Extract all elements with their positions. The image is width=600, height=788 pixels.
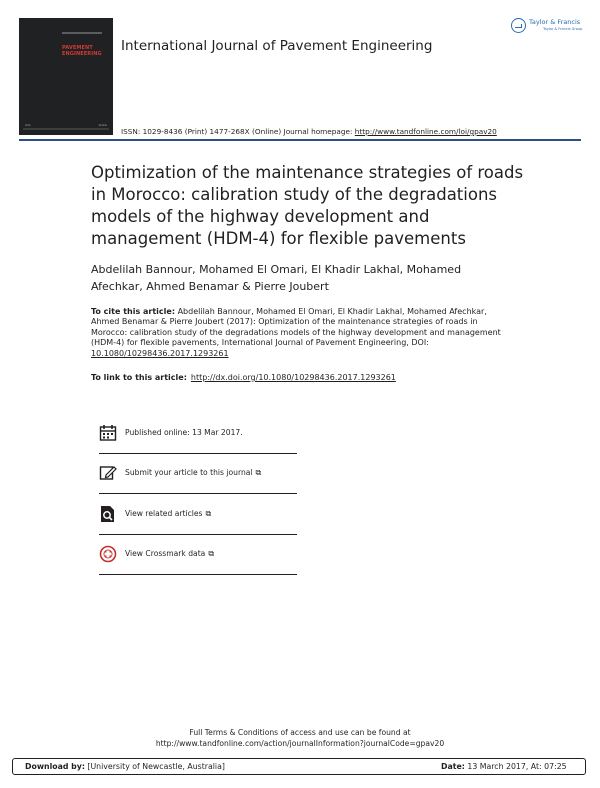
submit-article-row[interactable]: [99, 464, 297, 504]
published-online-label: Published online: 13 Mar 2017.: [125, 428, 243, 437]
row-divider: [99, 534, 297, 535]
related-articles-label: View related articles: [125, 509, 203, 518]
cover-footer-mark: ▬▬: [25, 123, 31, 127]
issn-line: [121, 127, 497, 136]
calendar-icon: [99, 424, 117, 442]
crossmark-row[interactable]: [99, 545, 297, 585]
terms-line1: Full Terms & Conditions of access and use can be found at: [189, 728, 411, 737]
external-link-icon: ⧉: [255, 468, 262, 477]
citation-block: [91, 307, 515, 359]
related-articles-row[interactable]: [99, 505, 297, 545]
edit-icon: [99, 464, 117, 482]
article-link-row: [91, 373, 396, 382]
cover-rule: [62, 32, 102, 34]
publisher-logo[interactable]: [511, 17, 583, 39]
download-info-bar: [12, 758, 586, 775]
issn-text: ISSN: 1029-8436 (Print) 1477-268X (Online) Journal homepage:: [121, 127, 355, 136]
related-articles-icon: [99, 505, 117, 523]
link-label: To link to this article:: [91, 373, 187, 382]
publisher-logo-icon: [511, 18, 526, 33]
journal-cover-image: [19, 18, 113, 135]
publisher-name: Taylor & Francis: [529, 18, 581, 26]
external-link-icon: ⧉: [205, 509, 212, 518]
cover-title: [62, 45, 112, 57]
external-link-icon: ⧉: [208, 549, 215, 558]
crossmark-link[interactable]: [125, 549, 214, 559]
article-doi-url[interactable]: http://dx.doi.org/10.1080/10298436.2017.1293261: [190, 373, 396, 382]
submit-article-link[interactable]: [125, 468, 261, 478]
crossmark-icon: [99, 545, 117, 563]
header-divider: [19, 139, 581, 141]
terms-url[interactable]: http://www.tandfonline.com/action/journalInformation?journalCode=gpav20: [155, 739, 445, 748]
citation-label: To cite this article:: [91, 307, 176, 316]
downloaded-by-value: [University of Newcastle, Australia]: [84, 762, 225, 771]
published-online-row: [99, 424, 297, 464]
downloaded-by-label: Download by:: [25, 762, 85, 771]
journal-homepage-link[interactable]: http://www.tandfonline.com/loi/gpav20: [354, 127, 497, 136]
download-date: [441, 762, 567, 771]
terms-notice: [100, 727, 500, 749]
cover-footer-mark-right: ▬▬▬: [98, 123, 107, 127]
downloaded-by: [25, 762, 225, 771]
cover-title-line1: PAVEMENT: [62, 45, 93, 51]
citation-doi-link[interactable]: 10.1080/10298436.2017.1293261: [91, 348, 229, 358]
download-date-value: 13 March 2017, At: 07:25: [464, 762, 567, 771]
cover-bottom-bar: [23, 128, 109, 130]
journal-title: International Journal of Pavement Engineering: [121, 38, 433, 54]
row-divider: [99, 493, 297, 494]
submit-article-label: Submit your article to this journal: [125, 468, 253, 477]
publisher-group: Taylor & Francis Group: [543, 27, 583, 31]
citation-text: Abdelilah Bannour, Mohamed El Omari, El Khadir Lakhal, Mohamed Afechkar, Ahmed Benamar & Pierre Joubert (2017): Optimization of the maintenance strategies of roads in Morocco: calibration study of the degradations models of the highway development and management (HDM-4) for flexible pavements, International Journal of Pavement Engineering, DOI:: [91, 307, 501, 348]
article-authors: Abdelilah Bannour, Mohamed El Omari, El Khadir Lakhal, Mohamed Afechkar, Ahmed Benamar & Pierre Joubert: [91, 263, 462, 293]
related-articles-link[interactable]: [125, 509, 211, 519]
article-title: Optimization of the maintenance strategies of roads in Morocco: calibration study of the degradations models of the highway development and management (HDM-4) for flexible pavements: [91, 163, 524, 248]
row-divider: [99, 574, 297, 575]
row-divider: [99, 453, 297, 454]
cover-title-line2: ENGINEERING: [62, 51, 102, 57]
download-date-label: Date:: [441, 762, 465, 771]
crossmark-label: View Crossmark data: [125, 549, 206, 558]
